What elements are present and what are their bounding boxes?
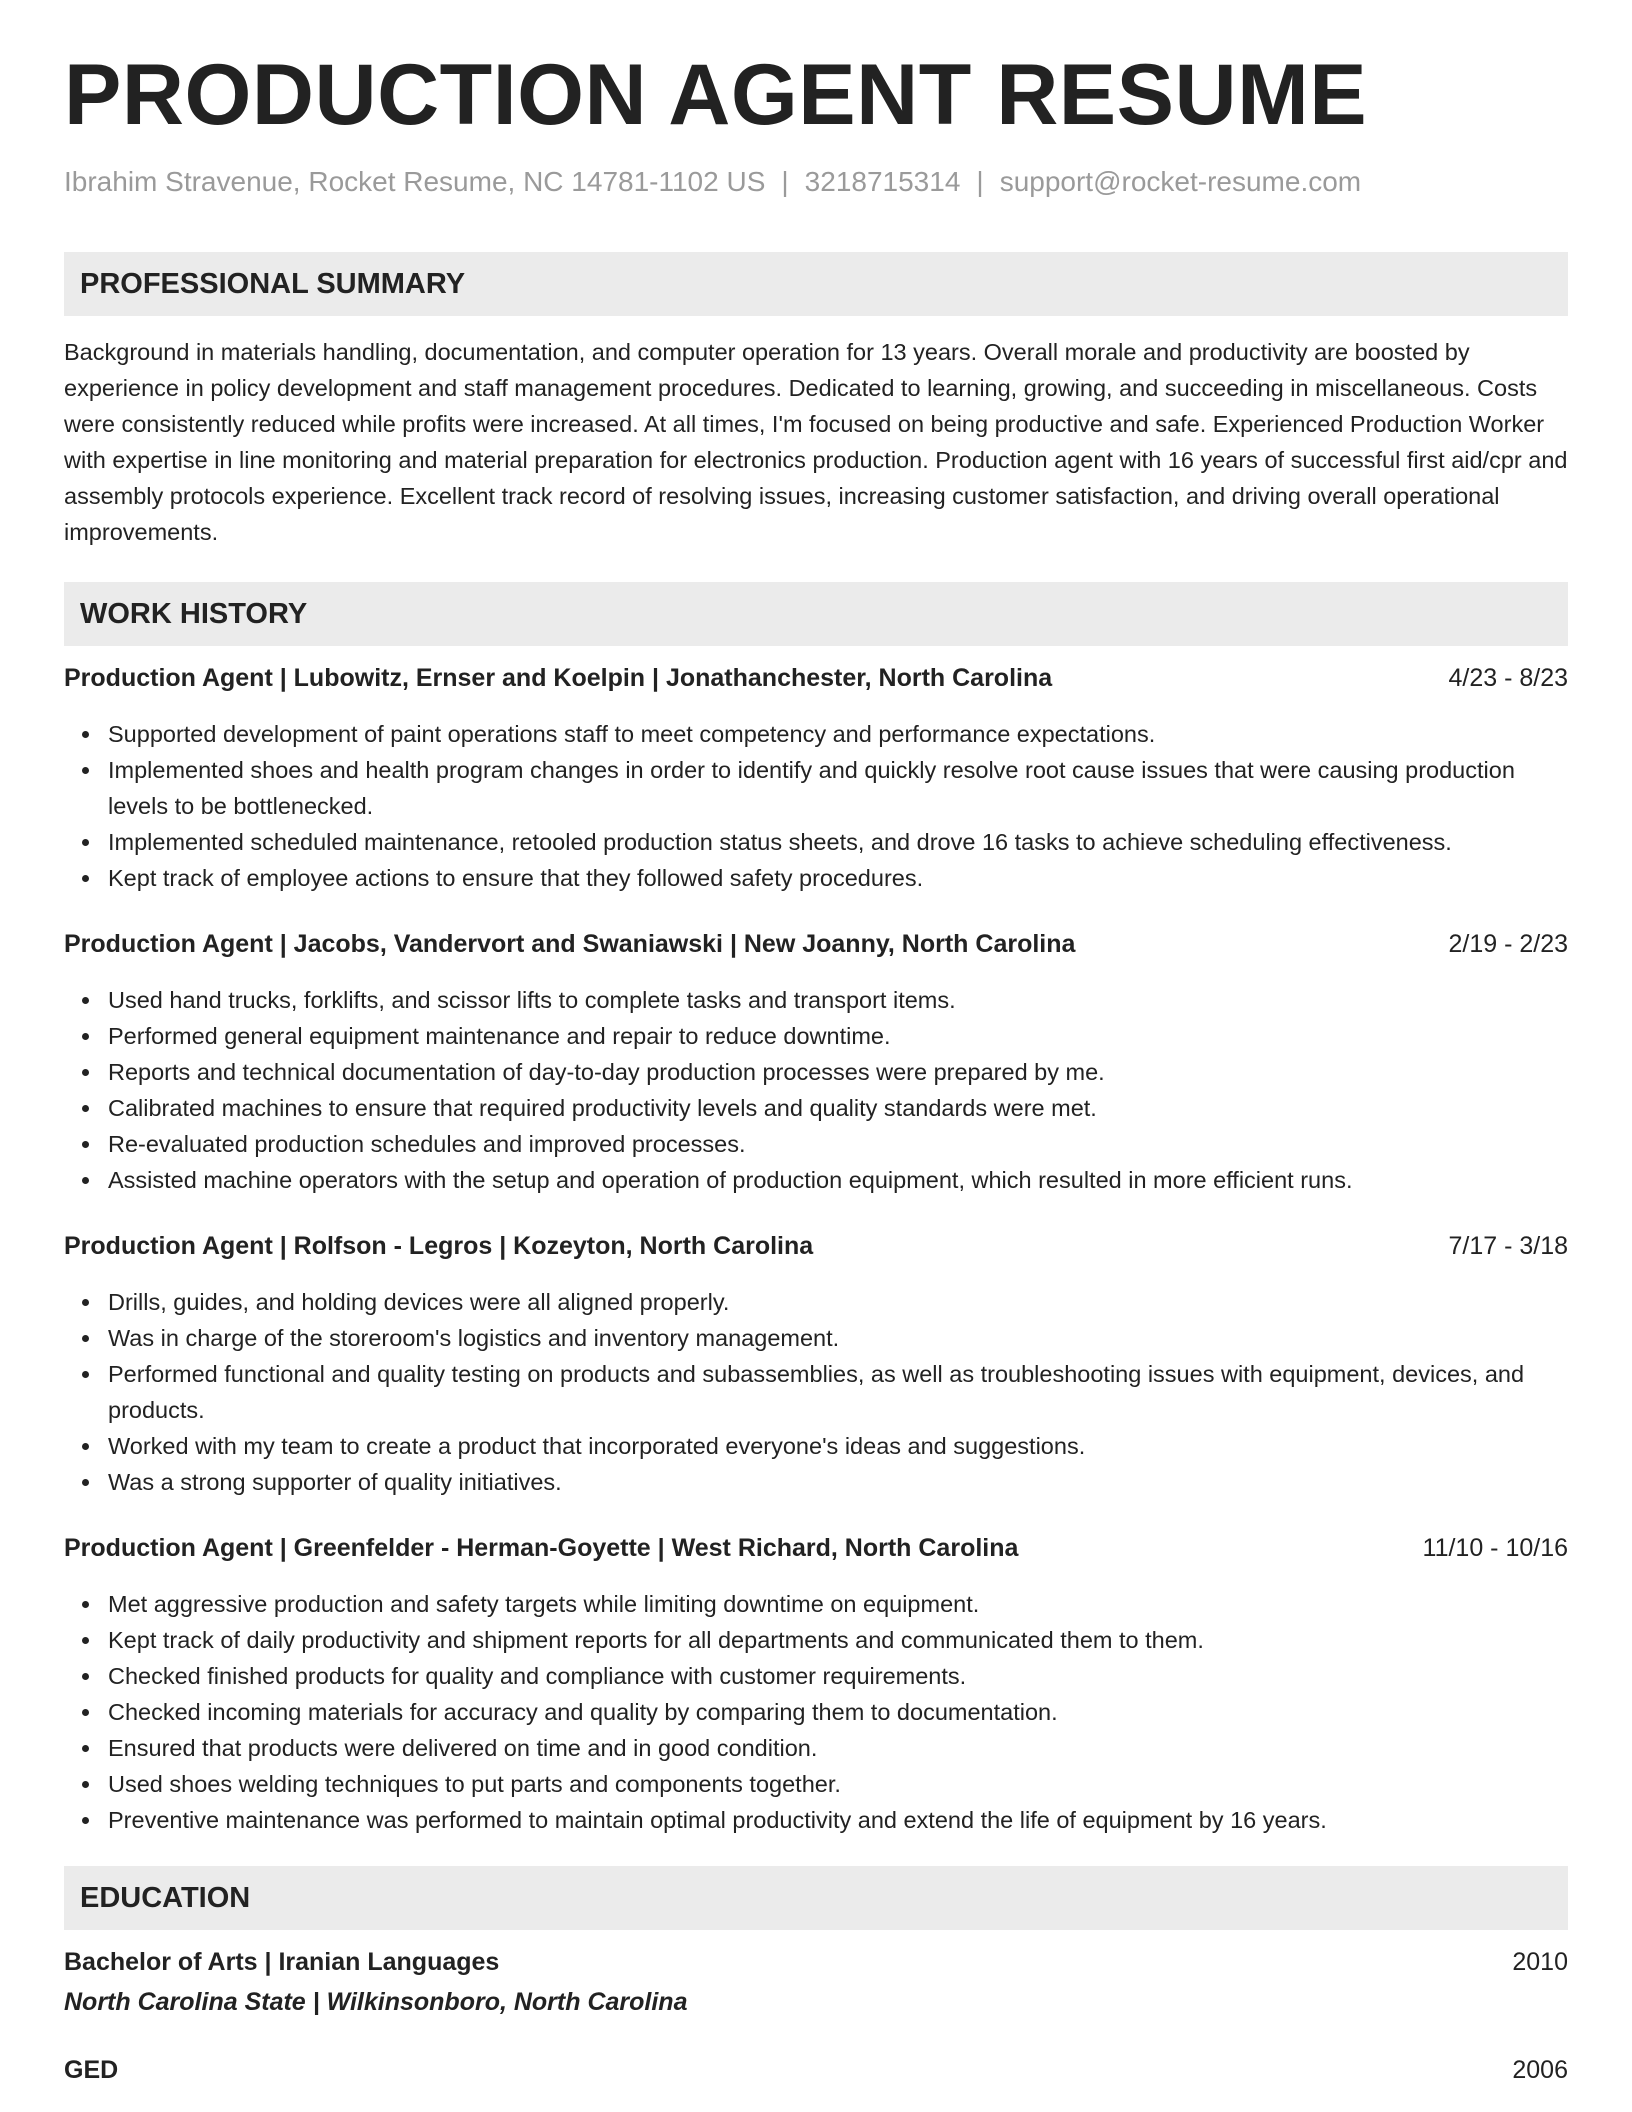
list-item: Performed functional and quality testing on products and subassemblies, as well as troubleshooting issues with equipment, devices, and products. (108, 1356, 1568, 1428)
education-entry (64, 1948, 1568, 1982)
contact-email: support@rocket-resume.com (999, 166, 1362, 197)
summary-text: Background in materials handling, documentation, and computer operation for 13 years. Overall morale and productivity are boosted by experience in policy development and staff management procedures. Dedicated to learning, growing, and succeeding in miscellaneous. Costs were consistently reduced while profits were increased. At all times, I'm focused on being productive and safe. Experienced Production Worker with expertise in line monitoring and material preparation for electronics production. Production agent with 16 years of successful first aid/cpr and assembly protocols experience. Excellent track record of resolving issues, increasing customer satisfaction, and driving overall operational improvements. (64, 339, 1568, 545)
list-item: Checked incoming materials for accuracy and quality by comparing them to documentation. (108, 1694, 1568, 1730)
list-item: Preventive maintenance was performed to maintain optimal productivity and extend the life of equipment by 16 years. (108, 1802, 1568, 1838)
job-header (64, 1534, 1568, 1568)
job-bullet-list (64, 982, 1568, 1198)
contact-phone: 3218715314 (804, 166, 961, 197)
job-title: Production Agent | Jacobs, Vandervort and Swaniawski | New Joanny, North Carolina (64, 930, 1076, 958)
list-item: Calibrated machines to ensure that required productivity levels and quality standards were met. (108, 1090, 1568, 1126)
list-item: Implemented shoes and health program changes in order to identify and quickly resolve root cause issues that were causing production levels to be bottlenecked. (108, 752, 1568, 824)
education-year: 2010 (1512, 1948, 1568, 1976)
education-degree: Bachelor of Arts | Iranian Languages (64, 1948, 500, 1976)
job-bullet-list (64, 1586, 1568, 1838)
list-item: Supported development of paint operations staff to meet competency and performance expectations. (108, 716, 1568, 752)
list-item: Assisted machine operators with the setup and operation of production equipment, which resulted in more efficient runs. (108, 1162, 1568, 1198)
education-year: 2006 (1512, 2056, 1568, 2084)
job-header (64, 1232, 1568, 1266)
contact-separator: | (781, 166, 789, 197)
contact-separator: | (976, 166, 984, 197)
job-title: Production Agent | Rolfson - Legros | Kozeyton, North Carolina (64, 1232, 814, 1260)
list-item: Used shoes welding techniques to put parts and components together. (108, 1766, 1568, 1802)
section-header-summary (64, 252, 1568, 316)
list-item: Reports and technical documentation of day-to-day production processes were prepared by me. (108, 1054, 1568, 1090)
job-header (64, 930, 1568, 964)
job-dates: 7/17 - 3/18 (1448, 1232, 1568, 1260)
section-header-work-history (64, 582, 1568, 646)
list-item: Was a strong supporter of quality initiatives. (108, 1464, 1568, 1500)
page-title: PRODUCTION AGENT RESUME (64, 47, 1368, 143)
job-dates: 2/19 - 2/23 (1448, 930, 1568, 958)
list-item: Worked with my team to create a product that incorporated everyone's ideas and suggestions. (108, 1428, 1568, 1464)
list-item: Used hand trucks, forklifts, and scissor lifts to complete tasks and transport items. (108, 982, 1568, 1018)
education-school: North Carolina State | Wilkinsonboro, North Carolina (64, 1988, 688, 2016)
contact-line (64, 166, 1361, 198)
list-item: Re-evaluated production schedules and improved processes. (108, 1126, 1568, 1162)
job-bullet-list (64, 1284, 1568, 1500)
list-item: Met aggressive production and safety targets while limiting downtime on equipment. (108, 1586, 1568, 1622)
list-item: Kept track of daily productivity and shipment reports for all departments and communicated them to them. (108, 1622, 1568, 1658)
section-heading: WORK HISTORY (80, 598, 308, 630)
job-bullet-list (64, 716, 1568, 896)
education-degree: GED (64, 2056, 119, 2084)
job-dates: 4/23 - 8/23 (1448, 664, 1568, 692)
list-item: Was in charge of the storeroom's logistics and inventory management. (108, 1320, 1568, 1356)
list-item: Checked finished products for quality and compliance with customer requirements. (108, 1658, 1568, 1694)
education-entry (64, 2056, 1568, 2090)
list-item: Drills, guides, and holding devices were all aligned properly. (108, 1284, 1568, 1320)
section-heading: PROFESSIONAL SUMMARY (80, 268, 466, 300)
job-title: Production Agent | Lubowitz, Ernser and Koelpin | Jonathanchester, North Carolina (64, 664, 1053, 692)
section-heading: EDUCATION (80, 1882, 251, 1914)
contact-address: Ibrahim Stravenue, Rocket Resume, NC 14781-1102 US (64, 166, 766, 197)
list-item: Performed general equipment maintenance and repair to reduce downtime. (108, 1018, 1568, 1054)
job-header (64, 664, 1568, 698)
job-dates: 11/10 - 10/16 (1422, 1534, 1568, 1562)
list-item: Implemented scheduled maintenance, retooled production status sheets, and drove 16 tasks to achieve scheduling effectiveness. (108, 824, 1568, 860)
list-item: Kept track of employee actions to ensure that they followed safety procedures. (108, 860, 1568, 896)
section-header-education (64, 1866, 1568, 1930)
list-item: Ensured that products were delivered on time and in good condition. (108, 1730, 1568, 1766)
job-title: Production Agent | Greenfelder - Herman-Goyette | West Richard, North Carolina (64, 1534, 1019, 1562)
